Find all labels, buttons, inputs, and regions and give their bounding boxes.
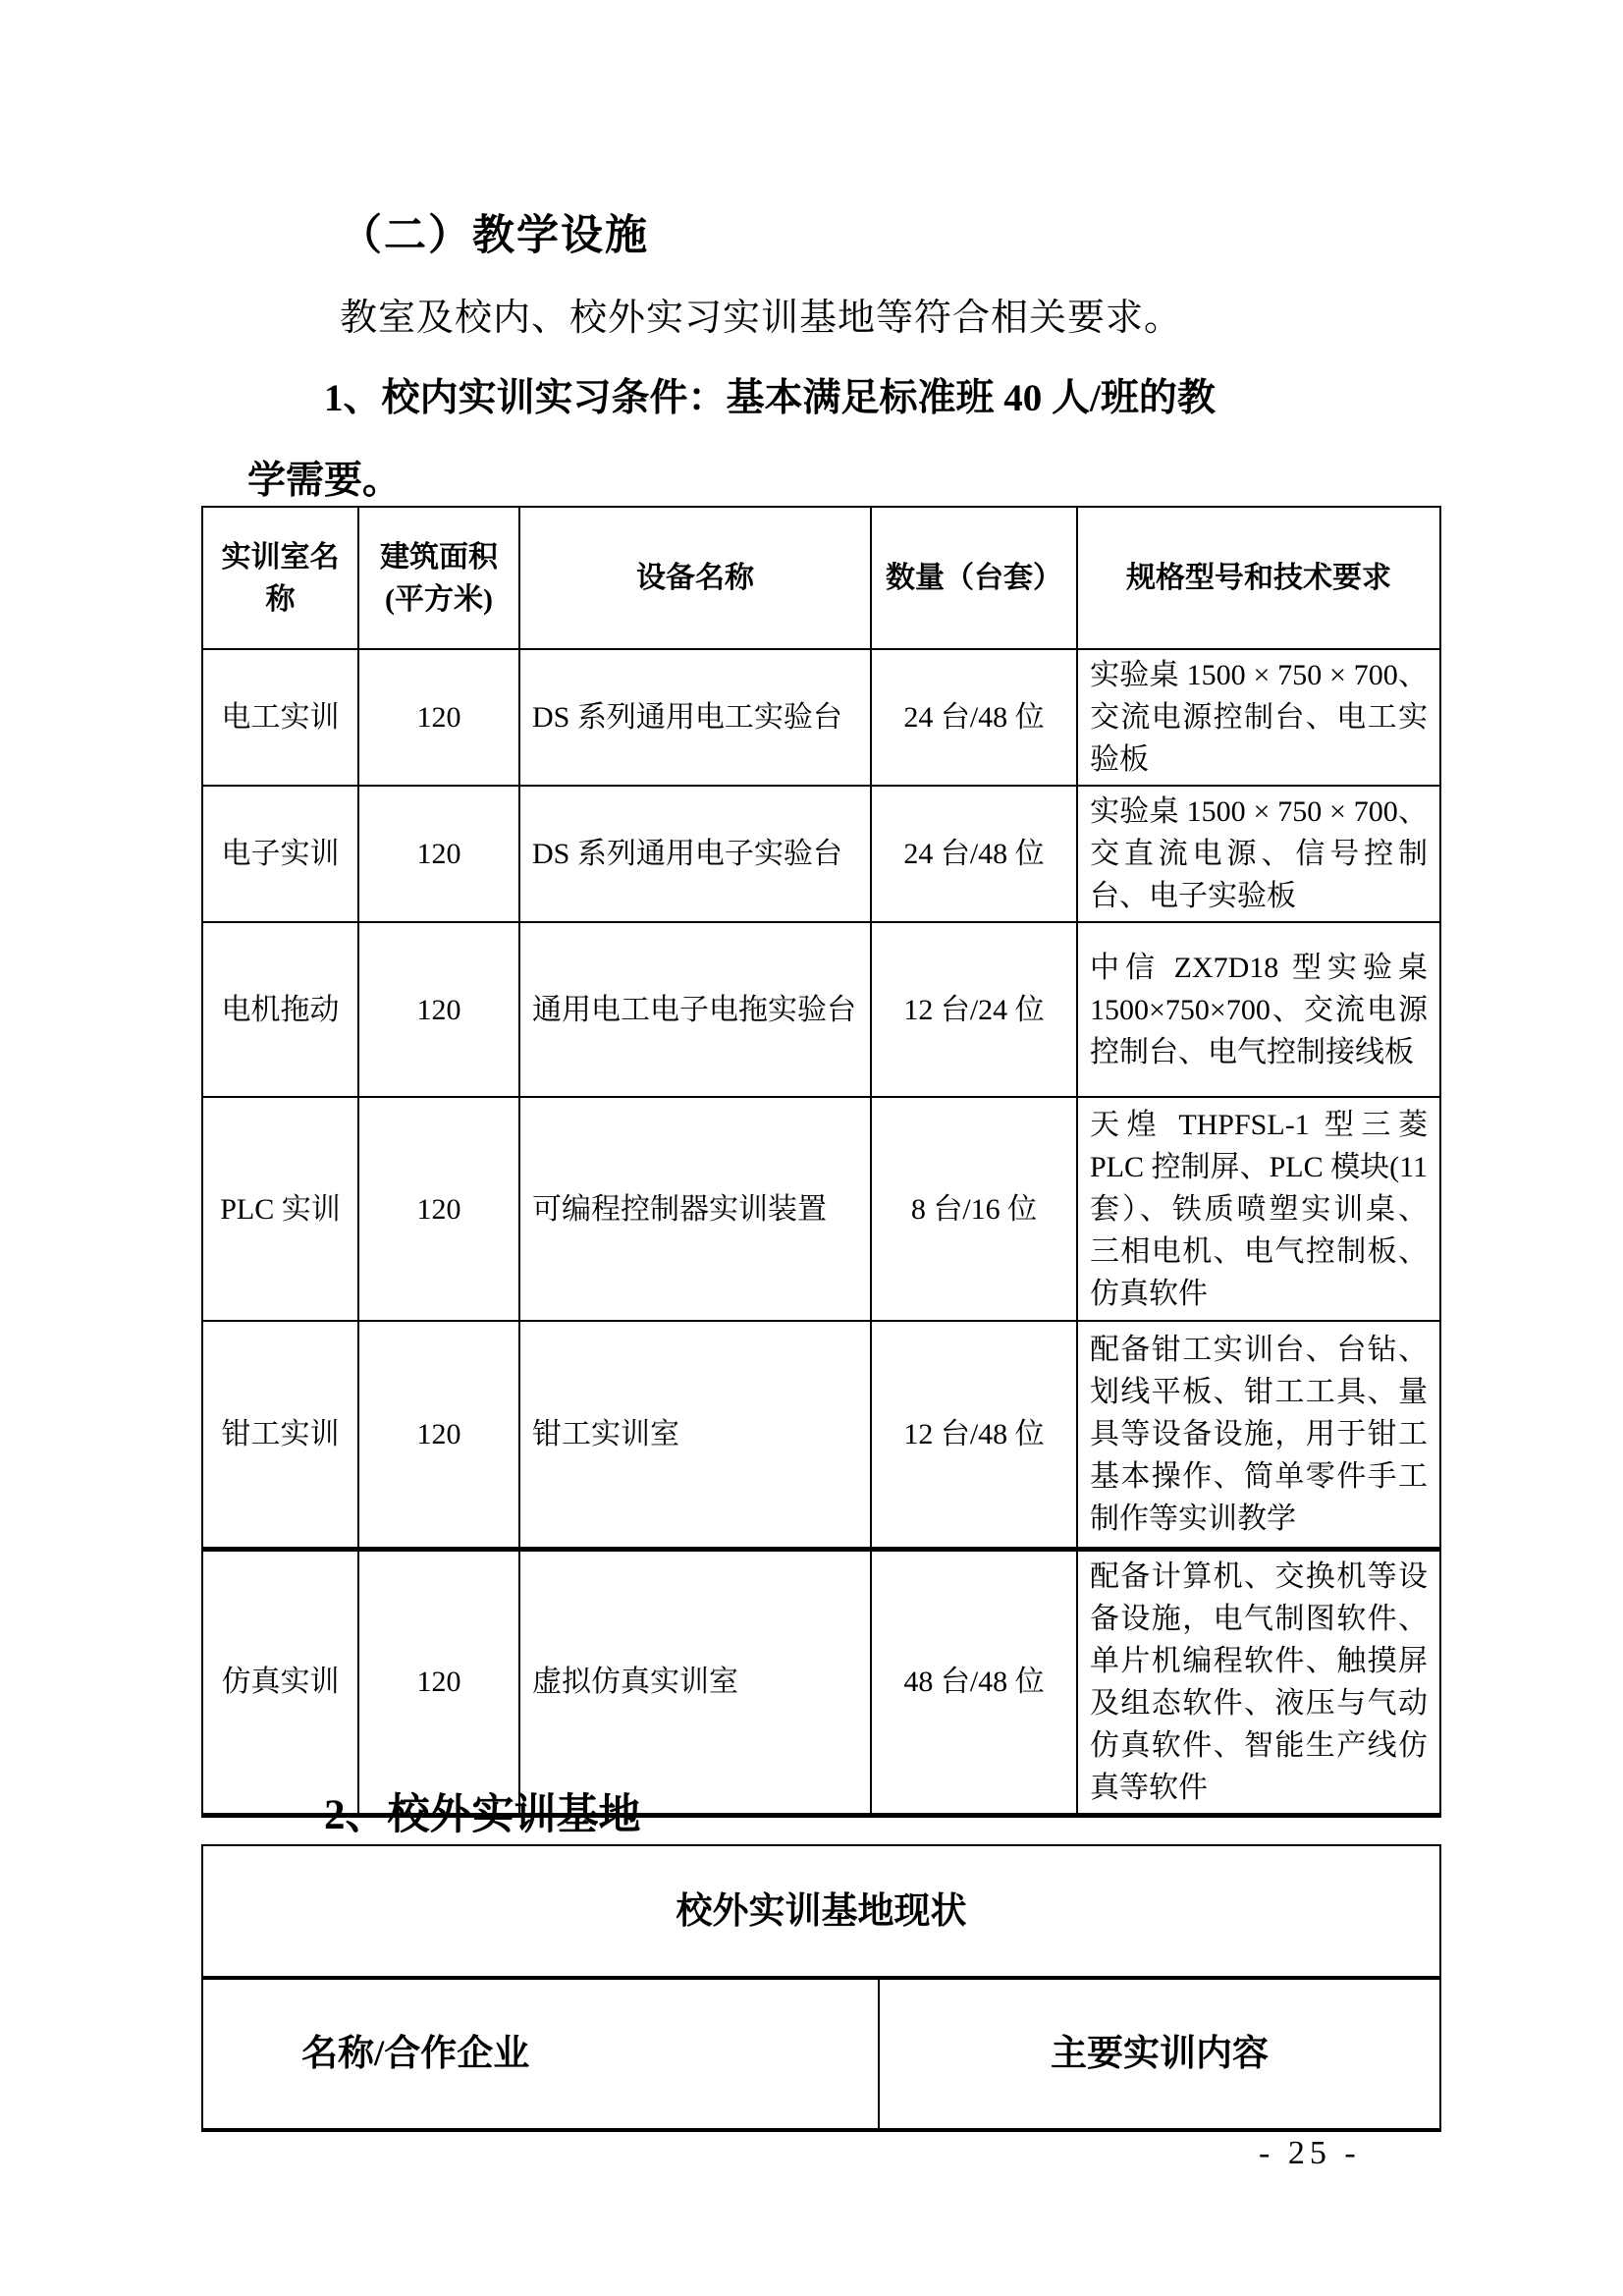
cell-room: 电子实训 xyxy=(202,786,358,922)
cell-spec: 天煌 THPFSL-1 型三菱 PLC 控制屏、PLC 模块(11 套）、铁质喷塑实训桌、三相电机、电气控制板、仿真软件 xyxy=(1077,1097,1440,1321)
cell-room: 电机拖动 xyxy=(202,922,358,1097)
table-row xyxy=(202,922,1440,1097)
cell-quantity: 24 台/48 位 xyxy=(871,786,1077,922)
subheading-2: 2、校外实训基地 xyxy=(324,1792,641,1838)
cell-device: 通用电工电子电拖实验台 xyxy=(519,922,871,1097)
cell-spec: 配备计算机、交换机等设备设施，电气制图软件、单片机编程软件、触摸屏及组态软件、液压与气动仿真软件、智能生产线仿真等软件 xyxy=(1077,1549,1440,1815)
header-room-name: 实训室名称 xyxy=(202,507,358,649)
cell-quantity: 24 台/48 位 xyxy=(871,649,1077,786)
cell-area: 120 xyxy=(358,1321,519,1549)
table-row xyxy=(202,1097,1440,1321)
cell-quantity: 48 台/48 位 xyxy=(871,1549,1077,1815)
header-spec: 规格型号和技术要求 xyxy=(1077,507,1440,649)
table-row xyxy=(202,786,1440,922)
table-row xyxy=(202,1321,1440,1549)
cell-room: PLC 实训 xyxy=(202,1097,358,1321)
subheading-1-line-1: 1、校内实训实习条件：基本满足标准班 40 人/班的教 xyxy=(324,377,1216,419)
external-base-table xyxy=(201,1844,1441,2132)
section-heading: （二）教学设施 xyxy=(340,213,649,259)
cell-quantity: 12 台/24 位 xyxy=(871,922,1077,1097)
table-header-row xyxy=(202,507,1440,649)
header-building-area: 建筑面积(平方米) xyxy=(358,507,519,649)
cell-device: DS 系列通用电子实验台 xyxy=(519,786,871,922)
cell-device: 虚拟仿真实训室 xyxy=(519,1549,871,1815)
table-row xyxy=(202,649,1440,786)
cell-quantity: 12 台/48 位 xyxy=(871,1321,1077,1549)
table-header-row xyxy=(202,1845,1440,1978)
cell-area: 120 xyxy=(358,922,519,1097)
table-row xyxy=(202,1549,1440,1815)
cell-area: 120 xyxy=(358,649,519,786)
header-quantity: 数量（台套） xyxy=(871,507,1077,649)
cell-device: DS 系列通用电工实验台 xyxy=(519,649,871,786)
intro-paragraph: 教室及校内、校外实习实训基地等符合相关要求。 xyxy=(340,298,1183,339)
cell-spec: 实验桌 1500 × 750 × 700、交流电源控制台、电工实验板 xyxy=(1077,649,1440,786)
cell-quantity: 8 台/16 位 xyxy=(871,1097,1077,1321)
cell-device: 钳工实训室 xyxy=(519,1321,871,1549)
cell-spec: 实验桌 1500 × 750 × 700、交直流电源、信号控制台、电子实验板 xyxy=(1077,786,1440,922)
cell-content-header: 主要实训内容 xyxy=(879,1978,1440,2130)
cell-name-header: 名称/合作企业 xyxy=(202,1978,879,2130)
cell-room: 钳工实训 xyxy=(202,1321,358,1549)
cell-room: 仿真实训 xyxy=(202,1549,358,1815)
page-number: - 25 - xyxy=(1259,2135,1361,2171)
cell-area: 120 xyxy=(358,1549,519,1815)
header-device-name: 设备名称 xyxy=(519,507,871,649)
cell-area: 120 xyxy=(358,1097,519,1321)
training-room-table xyxy=(201,506,1441,1818)
cell-spec: 配备钳工实训台、台钻、划线平板、钳工工具、量具等设备设施，用于钳工基本操作、简单零件手工制作等实训教学 xyxy=(1077,1321,1440,1549)
cell-device: 可编程控制器实训装置 xyxy=(519,1097,871,1321)
cell-spec: 中信 ZX7D18 型实验桌 1500×750×700、交流电源控制台、电气控制接线板 xyxy=(1077,922,1440,1097)
subheading-1-line-2: 学需要。 xyxy=(247,460,402,502)
table-row xyxy=(202,1978,1440,2130)
cell-area: 120 xyxy=(358,786,519,922)
external-base-title: 校外实训基地现状 xyxy=(202,1845,1440,1978)
cell-room: 电工实训 xyxy=(202,649,358,786)
